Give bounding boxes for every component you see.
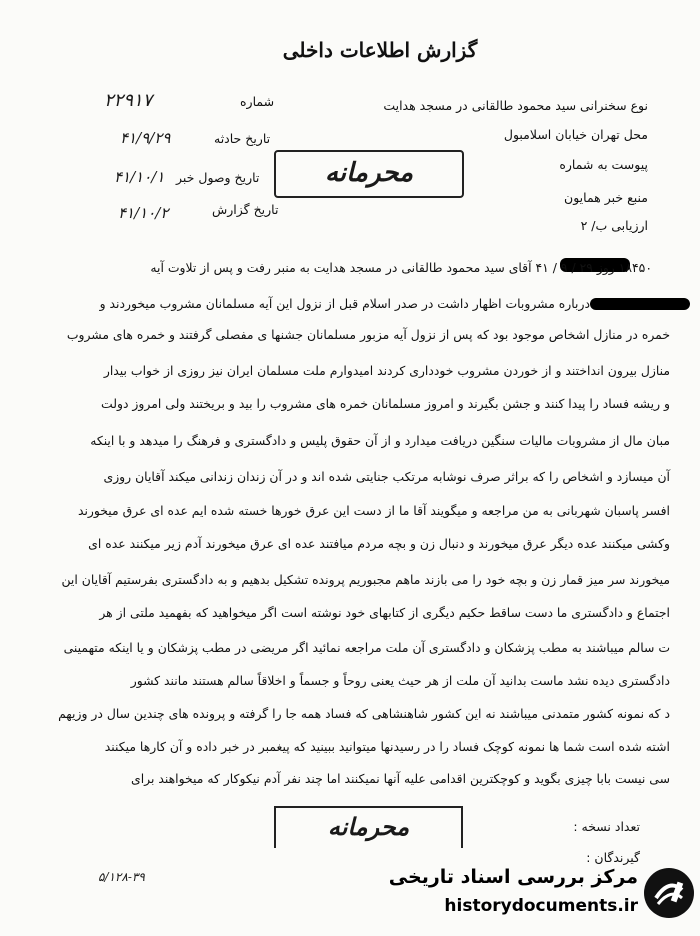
body-line: ت سالم میباشند به مطب پزشکان و دادگستری آن ملت مراجعه نمائید اگر مریضی در مطب پزشکان و یا اینکه متهمینی [63,640,670,655]
body-line: خمره در منازل اشخاص موجود بود که پس از نزول آیه مزبور مسلمانان جشنها ی مفصلی گرفتند و خمره های مشروب [66,327,670,342]
report-date-label: تاریخ گزارش [212,202,279,217]
attachment-field: پیوست به شماره [559,157,648,172]
body-line: آن میسازد و اشخاص را که براثر صرف نوشابه مرتکب جنایتی شده اند و در آن زندان زندانی میکند آقایان روزی [103,469,670,484]
body-line: منازل بیرون انداختند و از خوردن مشروب خودداری کردند امیدوارم ملت مسلمان ایران نیز روزی از خواب بیدار [103,363,670,378]
document-code: ۵/۱۲۸-۳۹ [98,870,145,884]
evaluation-field: ارزیابی ب/ ۲ [580,218,648,233]
recipients-label: گیرندگان : [586,850,640,865]
event-date-label: تاریخ حادثه [214,131,271,146]
body-line: درباره مشروبات اظهار داشت در صدر اسلام قبل از نزول این آیه مسلمانان مشروب میخوردند و [99,296,590,311]
event-date-value: ۴۱/۹/۲۹ [120,129,171,147]
number-value: ۲۲۹۱۷ [104,90,153,111]
body-line: سی نیست بابا چیزی بگوید و کوچکترین اقدامی علیه آنها نمیکنند اما چند نفر آدم نیکوکار که میخواهند برای [131,771,670,786]
archive-logo-icon [644,868,694,918]
redaction-bar [590,298,690,310]
source-field: منبع خبر همایون [564,190,648,205]
receipt-date-value: ۴۱/۱۰/۱ [114,168,165,186]
confidential-stamp-text: محرمانه [324,158,414,188]
subject-field: نوع سخنرانی سید محمود طالقانی در مسجد هدایت [383,98,648,113]
receipt-date-label: تاریخ وصول خبر [176,170,260,185]
body-line: دادگستری دیده نشد ماست بدانید آن ملت از هر حیث یعنی روحاً و جسماً و اخلاقاً سالم هستند مانند کشور [130,673,670,688]
place-field: محل تهران خیابان اسلامبول [503,127,648,142]
body-line: اشته شده است شما ها نمونه کوچک فساد را در رسیدنها میتوانید ببینید که پیغمبر در خبر داده و آن کارها میکنند [104,739,670,754]
report-date-value: ۴۱/۱۰/۲ [118,204,169,222]
confidential-stamp [274,150,464,198]
body-line: و ریشه فساد را پیدا کنند و جشن بگیرند و امروز مسلمانان خمره های مشروب را بید و بریختند ولی امروز دولت [101,396,670,411]
watermark-site-url: historydocuments.ir [444,896,638,916]
body-line: میخورند سر میز قمار زن و بچه خود را می بازند ماهم مجبوریم پرونده تشکیل بدهیم و به دادگستری بفرستیم آقایان این [61,572,670,587]
report-title: گزارش اطلاعات داخلی [282,38,478,62]
body-line: وکشی میکنند عده دیگر عرق میخورند و دنبال زن و بچه مردم میافتند عده ای عرق میخورند آدم زیر میکنند عده ای [88,536,670,551]
body-line: د که نمونه کشور متمدنی میباشند نه این کشور شاهنشاهی که فساد همه جا را گرفته و پرونده های چندین سال در وزیهم [58,706,670,721]
watermark-org-name: مرکز بررسی اسناد تاریخی [388,866,638,888]
body-line: افسر پاسبان شهربانی به من مراجعه و میگویند آقا ما از دست این عرق خورها خسته شده ایم عده ای عرق میخورند [77,503,670,518]
copies-label: تعداد نسخه : [573,819,640,834]
bottom-stamp-text: محرمانه [327,812,410,841]
watermark-logo [388,862,698,932]
number-label: شماره [240,94,275,109]
body-line: اجتماع و دادگستری ما دست ساقط حکیم دیگری از کتابهای خود نوشته است اگر میخواهید که بفهمید ملتی از هر [99,605,670,620]
body-line: ۱۸۴۵۰ روز ۲۹ / ۹ / ۴۱ آقای سید محمود طالقانی در مسجد هدایت به منبر رفت و پس از تلاوت آیه [150,260,652,275]
body-line: مبان مال از مشروبات مالیات سنگین دریافت میدارد و از آن حقوق پلیس و دادگستری و فرهنگ را میدهد و با اینکه [90,433,670,448]
bottom-confidential-stamp [274,806,463,848]
